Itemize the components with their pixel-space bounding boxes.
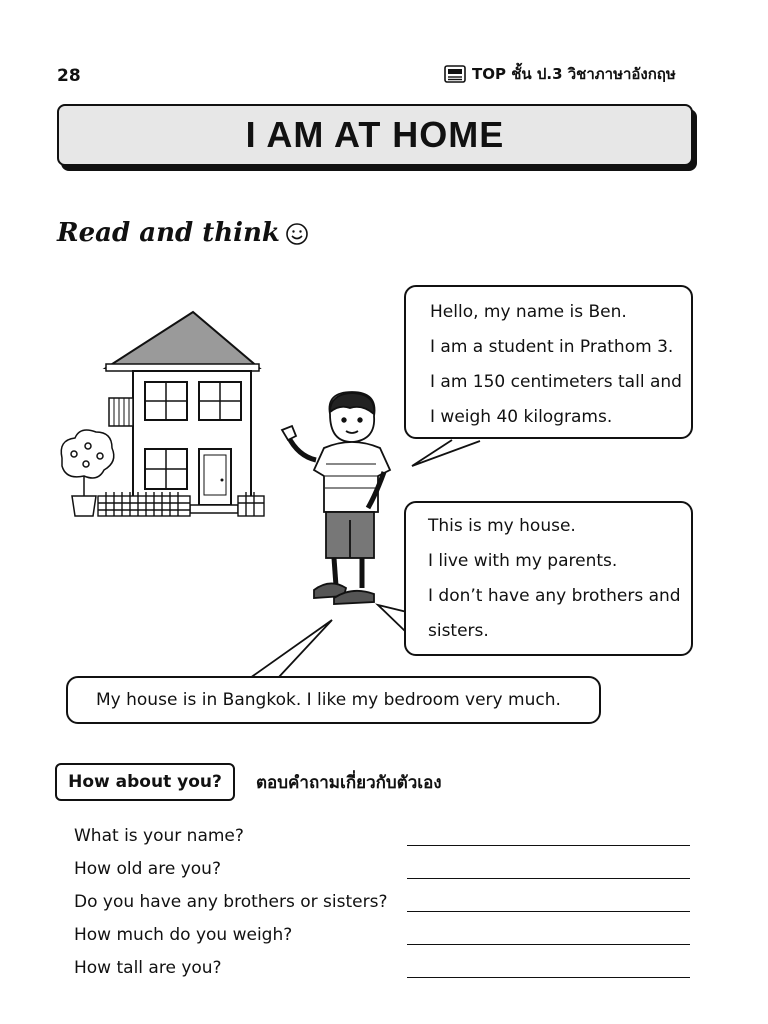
answer-line[interactable] <box>407 830 690 846</box>
answer-line[interactable] <box>407 945 690 978</box>
bubble-line: I am a student in Prathom 3. <box>430 337 674 357</box>
bubble-line: Hello, my name is Ben. <box>430 302 627 322</box>
exercise-label: How about you? <box>55 763 235 801</box>
bubble-line: sisters. <box>428 621 489 641</box>
bubble-line: I am 150 centimeters tall and <box>430 372 682 392</box>
house-illustration <box>61 312 264 516</box>
bubble-line: I don’t have any brothers and <box>428 586 681 606</box>
answer-line[interactable] <box>407 912 690 945</box>
question-list <box>74 822 388 987</box>
book-title: TOP ชั้น ป.3 วิชาภาษาอังกฤษ <box>472 65 676 83</box>
page-number: 28 <box>57 66 81 86</box>
bubble-line: This is my house. <box>428 516 576 536</box>
speech-bubble-intro <box>404 285 693 439</box>
page-title: I AM AT HOME <box>245 114 505 155</box>
speech-bubble-home: My house is in Bangkok. I like my bedroom very much. <box>66 676 601 724</box>
question: How tall are you? <box>74 958 222 978</box>
question: How old are you? <box>74 859 221 879</box>
answer-lines <box>407 830 690 978</box>
bubble-line: I weigh 40 kilograms. <box>430 407 613 427</box>
speech-bubble-family <box>404 501 693 656</box>
question: Do you have any brothers or sisters? <box>74 892 388 912</box>
section-heading: Read and think <box>57 218 280 248</box>
question: How much do you weigh? <box>74 925 293 945</box>
exercise-instruction: ตอบคำถามเกี่ยวกับตัวเอง <box>256 773 442 793</box>
answer-line[interactable] <box>407 846 690 879</box>
boy-illustration <box>282 392 390 604</box>
answer-line[interactable] <box>407 879 690 912</box>
question: What is your name? <box>74 826 244 846</box>
bubble-line: I live with my parents. <box>428 551 618 571</box>
